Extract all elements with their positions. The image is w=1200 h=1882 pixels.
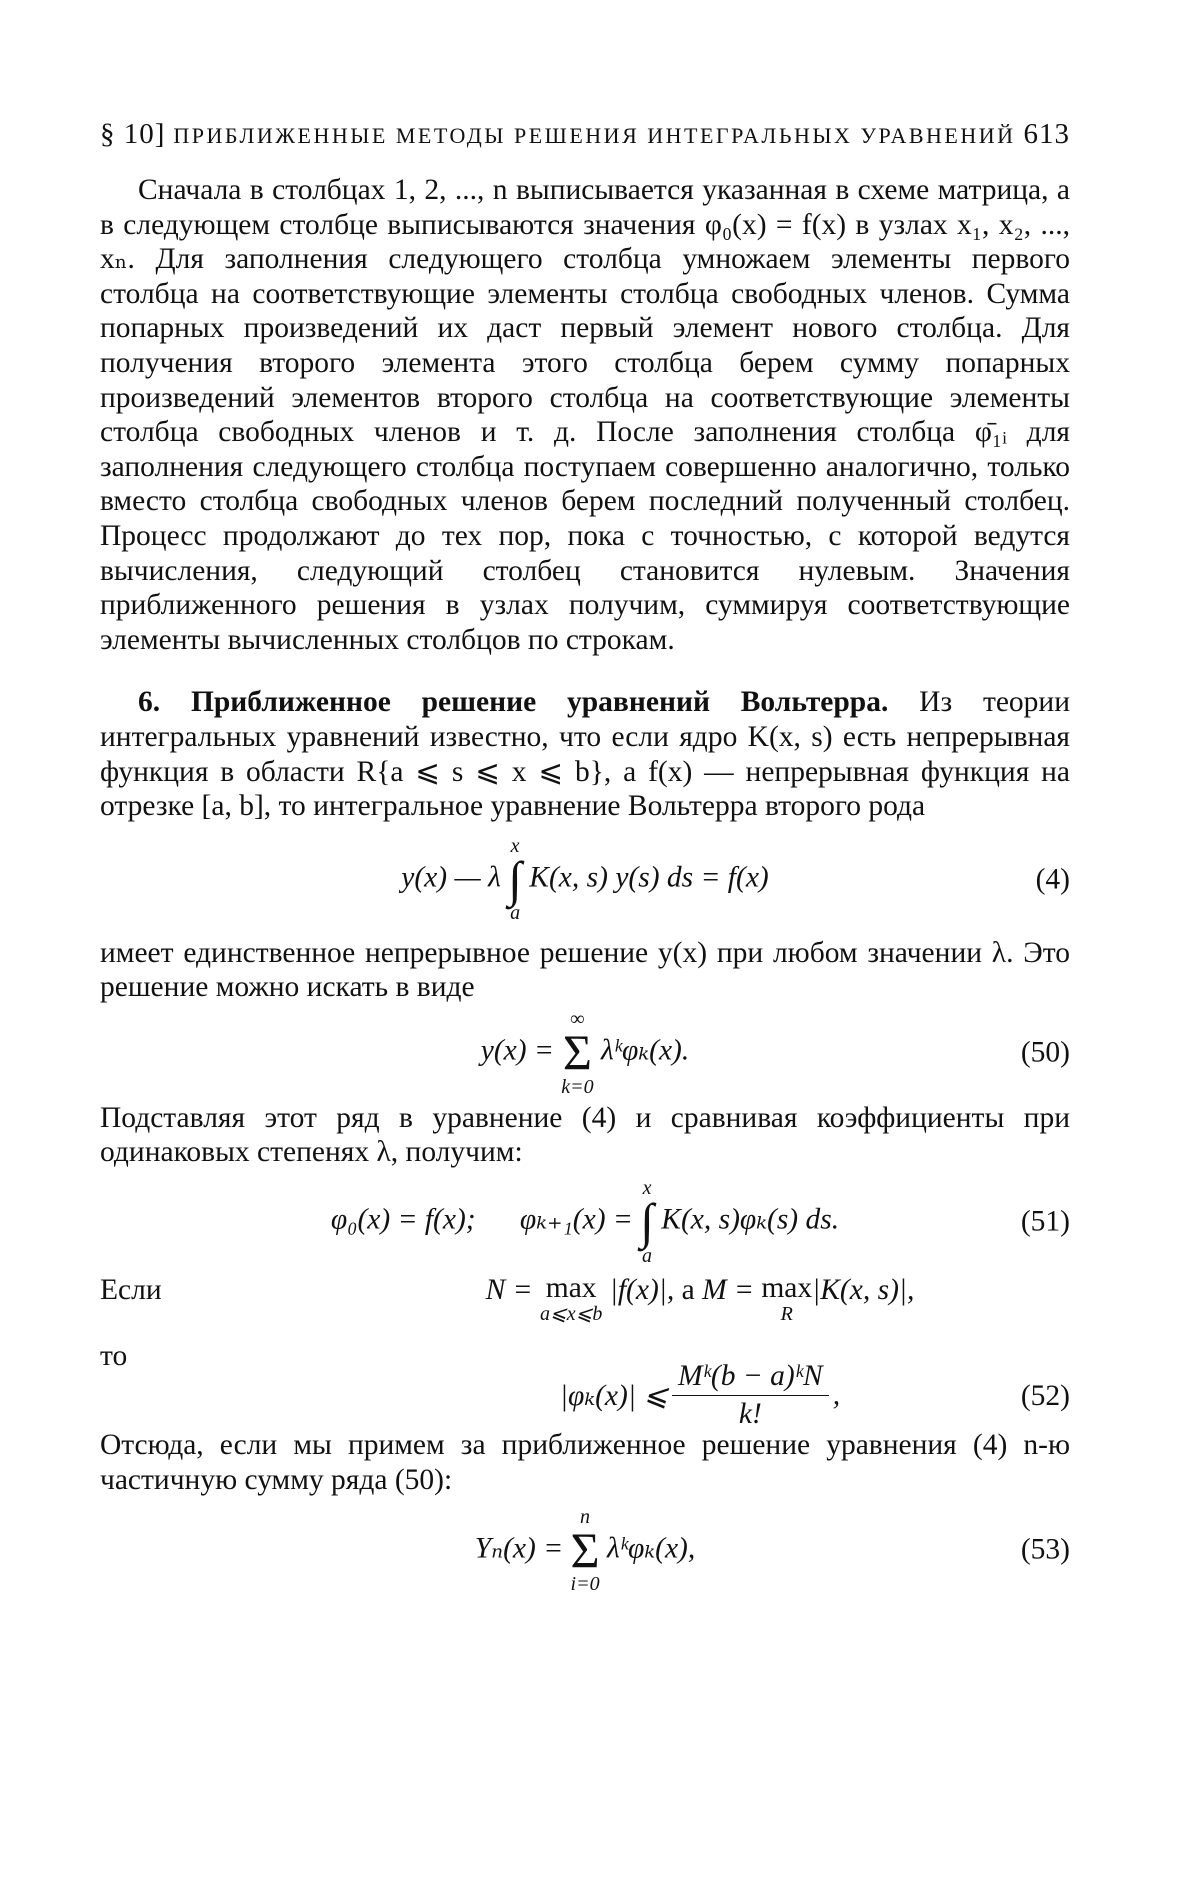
bounds-expression: N = max a⩽x⩽b |f(x)|, а M = max R |K(x, s)|, <box>485 1272 915 1325</box>
section-number: 6. <box>138 686 161 719</box>
paragraph-columns-procedure: Сначала в столбцах 1, 2, ..., n выписывается указанная в схеме матрица, а в следующем столбце выписываются значения φ₀(x) = f(x) в узлах x₁, x₂, ..., xₙ. Для заполнения следующего столбца умножаем элементы первого столбца на соответствующие элементы столбца свободных членов. Сумма попарных произведений их даст первый элемент нового столбца. Для получения второго элемента этого столбца берем сумму попарных произведений элементов второго столбца на соответствующие элементы столбца свободных членов и т. д. После заполнения столбца φ̄₁ᵢ для заполнения следующего столбца поступаем совершенно аналогично, только вместо столбца свободных членов берем последний полученный столбец. Процесс продолжают до тех пор, пока с точностью, с которой ведутся вычисления, следующий столбец становится нулевым. Значения приближенного решения в узлах получим, суммируя соответствующие элементы вычисленных столбцов по строкам. <box>100 174 1070 656</box>
then-label: то <box>100 1340 128 1373</box>
page <box>100 118 1070 1603</box>
eq50-term: λᵏφₖ(x). <box>600 1034 690 1067</box>
section-title: Приближенное решение уравнений Вольтерра. <box>190 686 889 719</box>
eq51-integrand: K(x, s)φₖ(s) ds. <box>661 1203 840 1236</box>
section-6-paragraph <box>100 685 1070 823</box>
paragraph-partial-sum: Отсюда, если мы примем за приближенное решение уравнения (4) n-ю частичную сумму ряда (50): <box>100 1429 1070 1496</box>
equation-number-52: (52) <box>1020 1380 1070 1413</box>
eq4-integrand: K(x, s) y(s) ds = f(x) <box>529 861 769 894</box>
eq53-left: Yₙ(x) = <box>474 1532 564 1565</box>
sum-sign: ∞ Σ k=0 <box>561 1008 594 1098</box>
eq4-left: y(x) — λ <box>401 861 501 894</box>
paragraph-substitution: Подставляя этот ряд в уравнение (4) и сравнивая коэффициенты при одинаковых степенях λ, получим: <box>100 1101 1070 1169</box>
eq53-term: λᵏφₖ(x), <box>606 1532 696 1565</box>
condition-then-row <box>100 1336 1070 1431</box>
paragraph-unique-solution: имеет единственное непрерывное решение y(x) при любом значении λ. Это решение можно искать в виде <box>100 936 1070 1004</box>
if-label: Если <box>100 1274 162 1307</box>
running-header <box>100 118 1070 151</box>
condition-if-row <box>100 1274 1070 1336</box>
integral-sign: x ∫ a <box>508 834 522 925</box>
estimate-expression: |φₖ(x)| ⩽ $\frac{\text{Mᵏ(b − a)ᵏN}}{k!}$ , <box>559 1360 841 1431</box>
equation-51 <box>100 1170 1070 1274</box>
integral-sign: x ∫ a <box>640 1177 654 1267</box>
running-title: ПРИБЛИЖЕННЫЕ МЕТОДЫ РЕШЕНИЯ ИНТЕГРАЛЬНЫХ УРАВНЕНИЙ <box>173 123 1016 148</box>
equation-50 <box>100 1005 1070 1101</box>
equation-number-50: (50) <box>1020 1036 1070 1069</box>
sum-sign: n Σ i=0 <box>570 1505 600 1595</box>
equation-number-51: (51) <box>1020 1205 1070 1238</box>
section-6-text: Из теории интегральных уравнений известно, что если ядро K(x, s) есть непрерывная функция в области R{a ⩽ s ⩽ x ⩽ b}, а f(x) — непрерывная функция на отрезке [a, b], то интегральное уравнение Вольтерра второго рода <box>100 686 1071 823</box>
section-ref: § 10] <box>100 118 166 150</box>
equation-53 <box>100 1497 1070 1603</box>
equation-number-53: (53) <box>1020 1533 1070 1566</box>
eq51-part2: φₖ₊₁(x) = <box>519 1203 633 1236</box>
equation-4 <box>100 824 1070 936</box>
page-number: 613 <box>1023 118 1070 150</box>
equation-number-4: (4) <box>1035 863 1070 896</box>
eq50-left: y(x) = <box>480 1034 554 1067</box>
eq51-part1: φ₀(x) = f(x); <box>330 1203 476 1236</box>
